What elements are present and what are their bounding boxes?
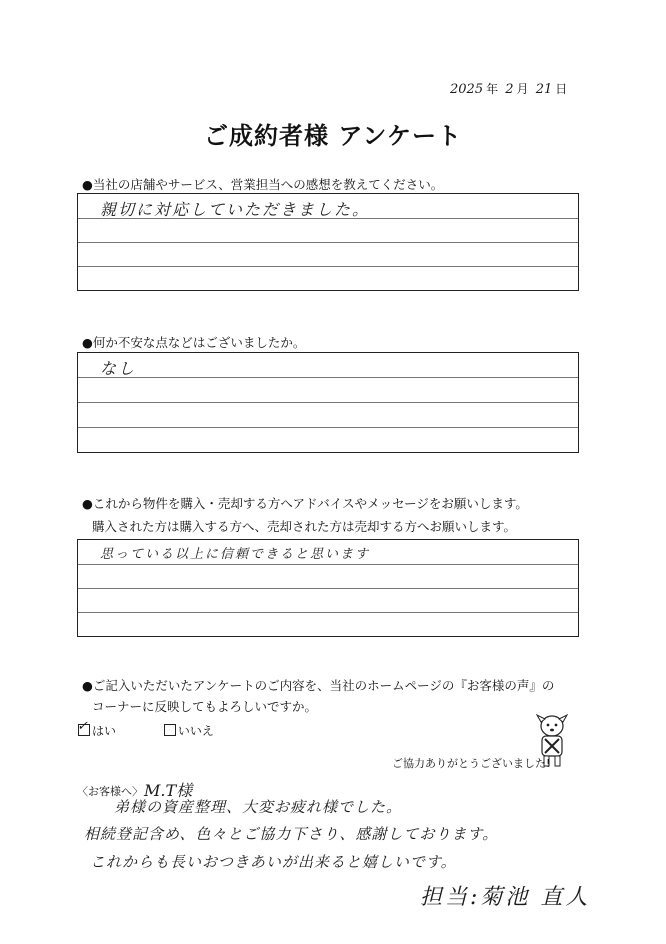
consent-option-yes[interactable] [77,719,117,739]
ruled-line [78,402,578,403]
consent-option-yes-label: はい [92,724,117,738]
consent-options [77,719,258,739]
message-line: 弟様の資産整理、大変お疲れ様でした。 [114,798,403,816]
date-year: 2025 [450,82,484,97]
answer-box-2 [77,352,579,453]
ruled-line [78,612,578,613]
date-month-label: 月 [516,82,529,96]
message-line: 相続登記含め、色々とご協力下さり、感謝しております。 [84,825,499,843]
consent-text-line1: ●ご記入いただいたアンケートのご内容を、当社のホームページの『お客様の声』の [82,678,555,693]
ruled-line [78,377,578,378]
consent-option-no[interactable] [164,722,214,739]
ruled-line [78,427,578,428]
answer-1-text: 親切に対応していただきました。 [100,200,371,219]
checkbox-no[interactable] [164,724,176,736]
thanks-message: ご協力ありがとうございました! [392,757,551,770]
message-line: これからも長いおつきあいが出来ると嬉しいです。 [90,853,457,871]
ruled-line [78,266,578,267]
question-3-subtext: 購入された方は購入する方へ、売却された方は売却する方へお願いします。 [92,519,517,534]
ruled-line [78,242,578,243]
page-title: ご成約者様 アンケート [204,122,462,150]
staff-signature: 担当:菊池 直人 [420,885,591,910]
answer-box-1 [77,193,579,291]
customer-message-label: 〈お客様へ〉 [77,785,143,798]
answer-box-3 [77,539,579,637]
question-3-text: ●これから物件を購入・売却する方へアドバイスやメッセージをお願いします。 [82,496,528,511]
checkbox-yes[interactable] [77,719,90,736]
customer-name: M.T様 [144,781,193,800]
date-month: 2 [505,82,514,97]
question-1-text: ●当社の店舗やサービス、営業担当への感想を教えてください。 [82,177,444,192]
consent-option-no-label: いいえ [177,724,214,738]
question-2-text: ●何か不安な点などはございましたか。 [82,335,306,350]
answer-3-text: 思っている以上に信頼できると思います [100,547,371,562]
ruled-line [78,564,578,565]
check-mark-icon: ✓ [77,719,88,734]
survey-date [450,80,570,97]
consent-text-line2: コーナーに反映してもよろしいですか。 [92,699,318,714]
answer-2-text: なし [100,359,137,378]
date-day: 21 [535,82,553,97]
date-day-label: 日 [555,82,568,96]
date-year-label: 年 [486,82,499,96]
ruled-line [78,588,578,589]
